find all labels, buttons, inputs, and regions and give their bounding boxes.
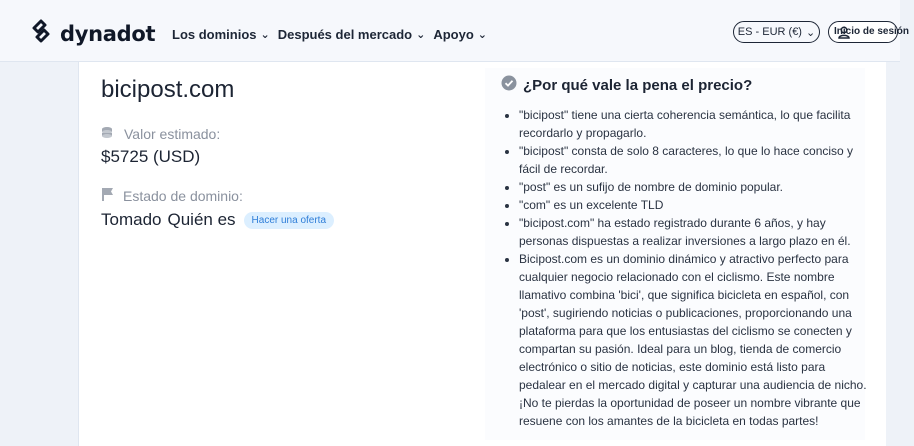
- top-header: [0, 0, 910, 62]
- why-price-heading: [501, 75, 865, 95]
- list-item: • "bicipost" tiene una cierta coherencia semántica, lo que facilita recordarlo y propagarlo.: [519, 106, 871, 142]
- chevron-down-icon: ⌄: [805, 26, 816, 39]
- dynadot-logo-icon: [28, 18, 54, 49]
- chevron-down-icon: ⌄: [260, 29, 270, 41]
- nav-aftermarket[interactable]: [278, 27, 426, 42]
- make-offer-button[interactable]: Hacer una oferta: [244, 212, 335, 229]
- main-nav: [172, 27, 487, 42]
- flag-icon: [101, 187, 115, 205]
- list-item: • "bicipost.com" ha estado registrado durante 6 años, y hay personas dispuestas a realizar inversiones a largo plazo en él.: [519, 214, 871, 250]
- status-value: Tomado: [101, 210, 162, 229]
- list-item: • "com" es un excelente TLD: [519, 196, 871, 214]
- status-row: [101, 210, 481, 230]
- nav-support[interactable]: [433, 27, 487, 42]
- reasons-list: [519, 106, 871, 430]
- status-label-row: [101, 187, 481, 205]
- nav-label: Apoyo: [433, 27, 474, 42]
- domain-summary: [101, 74, 481, 230]
- login-label[interactable]: Inicio de sesión: [833, 26, 910, 37]
- chevron-down-icon: ⌄: [477, 29, 487, 41]
- currency-label: ES - EUR (€): [737, 26, 802, 38]
- list-item: • Bicipost.com es un dominio dinámico y atractivo perfecto para cualquier negocio relacionado con el ciclismo. Este nombre llamativo combina 'bici', que significa bicicleta en español, con 'post', sugiriendo noticias o publicaciones, proporcionando una plataforma para que los entusiastas del ciclismo se conecten y compartan su pasión. Ideal para un blog, tienda de comercio electrónico o sitio de noticias, este dominio está listo para pedalear en el mercado digital y capturar una audiencia de nicho. ¡No te pierdas la oportunidad de poseer un nombre vibrante que resuene con los amantes de la bicicleta en todas partes!: [519, 250, 871, 430]
- why-price-title: ¿Por qué vale la pena el precio?: [523, 76, 753, 94]
- list-item: • "post" es un sufijo de nombre de dominio popular.: [519, 178, 871, 196]
- logo-text: dynadot: [60, 21, 156, 46]
- domain-details-panel: [78, 62, 886, 446]
- valuation-label: Valor estimado:: [124, 126, 221, 142]
- check-circle-icon: [501, 75, 517, 95]
- nav-domains[interactable]: [172, 27, 270, 42]
- status-label: Estado de dominio:: [123, 188, 243, 204]
- nav-label: Los dominios: [172, 27, 257, 42]
- valuation-value: $5725 (USD): [101, 147, 201, 166]
- coins-icon: [101, 126, 116, 142]
- list-item: • "bicipost" consta de solo 8 caracteres, lo que lo hace conciso y fácil de recordar.: [519, 142, 871, 178]
- whois-link[interactable]: Quién es: [167, 210, 236, 229]
- why-price-panel: [485, 68, 865, 440]
- dynadot-logo[interactable]: [28, 18, 155, 49]
- nav-label: Después del mercado: [277, 27, 413, 42]
- chevron-down-icon: ⌄: [416, 29, 426, 41]
- domain-name: bicipost.com: [101, 76, 235, 103]
- currency-selector[interactable]: [733, 21, 820, 43]
- valuation-label-row: [101, 126, 481, 142]
